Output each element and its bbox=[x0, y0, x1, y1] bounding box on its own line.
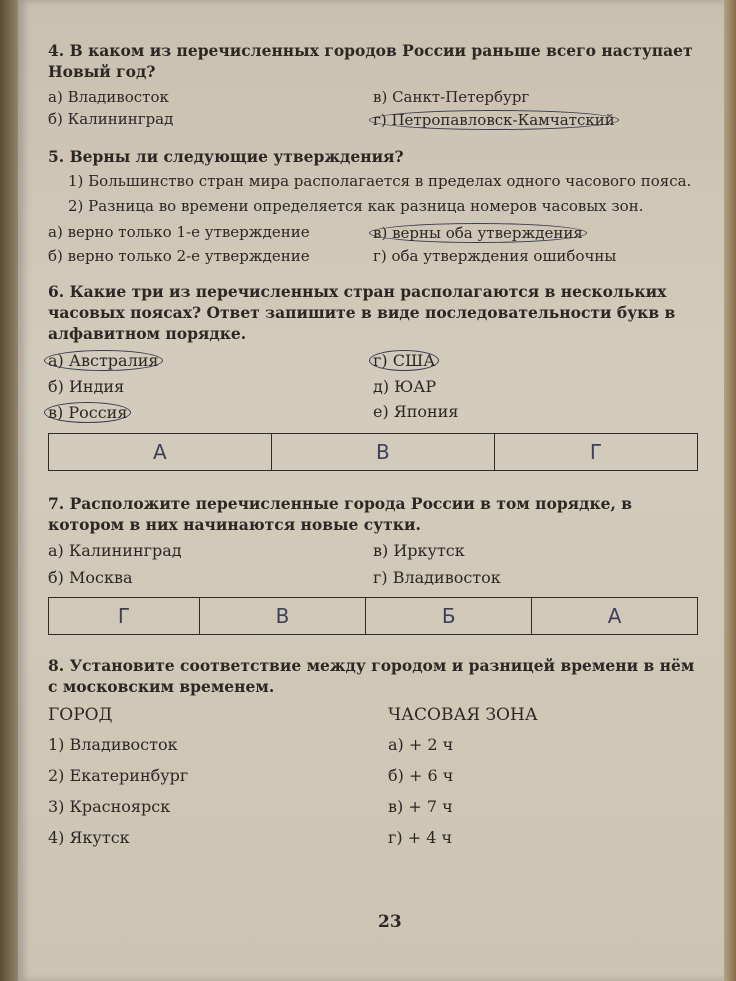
q8-city-header: ГОРОД bbox=[48, 705, 113, 725]
q5-option-g: г) оба утверждения ошибочны bbox=[373, 247, 617, 265]
page-content bbox=[48, 40, 698, 853]
q6-option-d: д) ЮАР bbox=[373, 377, 437, 396]
page-number: 23 bbox=[378, 912, 402, 932]
q5-statement-1: 1) Большинство стран мира располагается в пределах одного часового пояса. bbox=[68, 172, 692, 190]
q6-option-g-circled: г) США bbox=[369, 350, 439, 371]
q4-option-g bbox=[373, 110, 698, 130]
q6-option-v-circled: в) Россия bbox=[44, 402, 131, 423]
q5-option-v-circled: в) верны оба утверждения bbox=[369, 223, 587, 243]
q7-option-a: а) Калининград bbox=[48, 541, 182, 560]
question-8-title: 8. Установите соответствие между городом и разницей времени в нём с московским временем. bbox=[48, 656, 695, 696]
q6-answer-cell[interactable]: В bbox=[271, 434, 494, 471]
q6-answer-cell[interactable]: Г bbox=[495, 434, 698, 471]
question-5-title: 5. Верны ли следующие утверждения? bbox=[48, 147, 404, 166]
q7-option-g: г) Владивосток bbox=[373, 568, 501, 587]
desk-left bbox=[0, 0, 20, 981]
q7-answer-cell[interactable]: Б bbox=[366, 598, 532, 635]
q8-city: 3) Красноярск bbox=[48, 797, 171, 816]
q8-city-column bbox=[48, 697, 388, 853]
q5-option-b: б) верно только 2-е утверждение bbox=[48, 247, 310, 265]
q8-zone: а) + 2 ч bbox=[388, 735, 454, 754]
q7-option-v: в) Иркутск bbox=[373, 541, 465, 560]
q5-option-a: а) верно только 1-е утверждение bbox=[48, 223, 310, 241]
q8-zone: г) + 4 ч bbox=[388, 828, 453, 847]
q8-zone-header: ЧАСОВАЯ ЗОНА bbox=[388, 705, 538, 725]
question-4-title: 4. В каком из перечисленных городов России раньше всего наступает Новый год? bbox=[48, 41, 693, 81]
q6-answer-cell[interactable]: А bbox=[49, 434, 272, 471]
question-7-options bbox=[48, 541, 698, 587]
q6-option-v bbox=[48, 402, 373, 423]
q8-zone: в) + 7 ч bbox=[388, 797, 453, 816]
q7-answer-cell[interactable]: В bbox=[199, 598, 365, 635]
q5-option-v bbox=[373, 223, 698, 243]
q8-zone-column bbox=[388, 697, 698, 853]
q7-option-b: б) Москва bbox=[48, 568, 133, 587]
question-4-options bbox=[48, 88, 698, 130]
q4-option-g-circled: г) Петропавловск-Камчатский bbox=[369, 110, 619, 130]
question-5-options bbox=[48, 223, 698, 265]
q6-answer-table bbox=[48, 433, 698, 471]
q5-statement-2: 2) Разница во времени определяется как разница номеров часовых зон. bbox=[68, 197, 644, 215]
q6-option-a-circled: а) Австралия bbox=[44, 350, 163, 371]
question-7-title: 7. Расположите перечисленные города России в том порядке, в котором в них начинаются новые сутки. bbox=[48, 494, 633, 534]
q8-city: 1) Владивосток bbox=[48, 735, 178, 754]
q6-option-a bbox=[48, 350, 373, 371]
question-6-title: 6. Какие три из перечисленных стран располагаются в нескольких часовых поясах? Ответ запишите в виде последовательности букв в алфавитном порядке. bbox=[48, 282, 676, 343]
q8-city: 2) Екатеринбург bbox=[48, 766, 189, 785]
q7-answer-cell[interactable]: А bbox=[532, 598, 698, 635]
q4-option-a: а) Владивосток bbox=[48, 88, 169, 106]
q6-option-g bbox=[373, 350, 698, 371]
q6-option-e: е) Япония bbox=[373, 402, 459, 421]
q8-zone: б) + 6 ч bbox=[388, 766, 454, 785]
q8-matching bbox=[48, 697, 698, 853]
q4-option-b: б) Калининград bbox=[48, 110, 174, 128]
desk-right bbox=[722, 0, 736, 981]
workbook-page bbox=[18, 0, 724, 981]
q7-answer-table bbox=[48, 597, 698, 635]
q4-option-v: в) Санкт-Петербург bbox=[373, 88, 530, 106]
question-6-options bbox=[48, 350, 698, 423]
q7-answer-cell[interactable]: Г bbox=[49, 598, 200, 635]
q6-option-b: б) Индия bbox=[48, 377, 125, 396]
q8-city: 4) Якутск bbox=[48, 828, 130, 847]
